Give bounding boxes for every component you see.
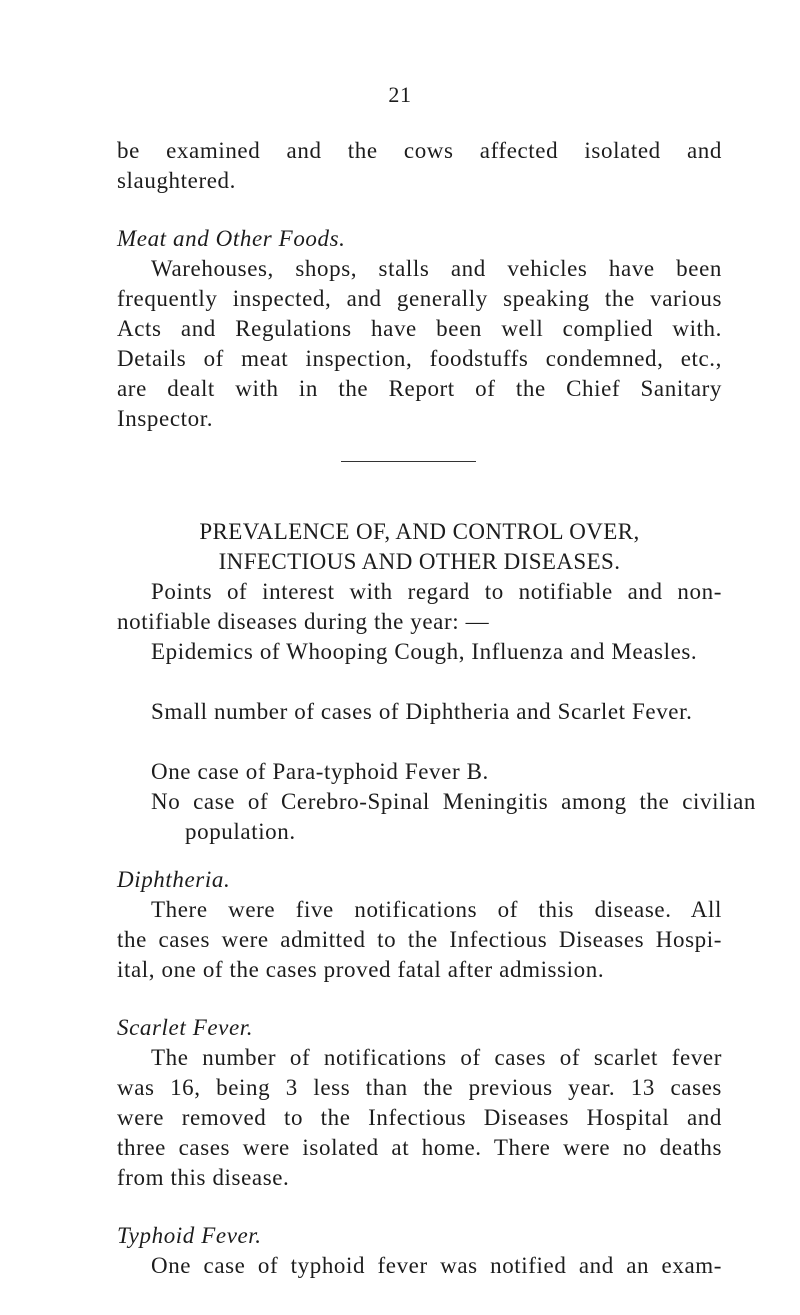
prevalence-intro-line-2: notifiable diseases during the year: — bbox=[117, 609, 490, 634]
prevalence-item-meningitis: No case of Cerebro-Spinal Meningitis among the civilian population. bbox=[151, 789, 756, 844]
prevalence-intro-line-1: Points of interest with regard to notifiable and non- bbox=[151, 579, 722, 604]
diphtheria-line-3: ital, one of the cases proved fatal after admission. bbox=[117, 957, 605, 982]
typhoid-heading: Typhoid Fever. bbox=[117, 1223, 262, 1248]
prevalence-heading-line-1: PREVALENCE OF, AND CONTROL OVER, bbox=[199, 519, 640, 544]
diphtheria-heading: Diphtheria. bbox=[117, 867, 231, 892]
page-number: 21 bbox=[388, 82, 412, 107]
meat-line-6: Inspector. bbox=[117, 406, 214, 431]
meat-line-5: are dealt with in the Report of the Chief Sanitary bbox=[117, 376, 722, 401]
prevalence-item-epidemics: Epidemics of Whooping Cough, Influenza and Measles. bbox=[151, 639, 698, 664]
diphtheria-line-1: There were five notifications of this disease. All bbox=[151, 897, 722, 922]
scarlet-line-2: was 16, being 3 less than the previous year. 13 cases bbox=[117, 1075, 722, 1100]
scarlet-line-5: from this disease. bbox=[117, 1165, 290, 1190]
intro-line-2: slaughtered. bbox=[117, 168, 236, 193]
meat-heading: Meat and Other Foods. bbox=[117, 226, 346, 251]
scarlet-line-3: were removed to the Infectious Diseases Hospital and bbox=[117, 1105, 722, 1130]
scarlet-line-4: three cases were isolated at home. There were no deaths bbox=[117, 1135, 722, 1160]
intro-line-1: be examined and the cows affected isolated and bbox=[117, 138, 722, 163]
section-divider bbox=[341, 461, 476, 462]
typhoid-line-1: One case of typhoid fever was notified and an exam- bbox=[151, 1253, 722, 1278]
prevalence-item-small-number: Small number of cases of Diphtheria and Scarlet Fever. bbox=[151, 699, 693, 724]
prevalence-item-para-typhoid: One case of Para-typhoid Fever B. bbox=[151, 759, 489, 784]
meat-line-1: Warehouses, shops, stalls and vehicles have been bbox=[151, 256, 722, 281]
meat-line-4: Details of meat inspection, foodstuffs condemned, etc., bbox=[117, 346, 722, 371]
diphtheria-line-2: the cases were admitted to the Infectious Diseases Hospi- bbox=[117, 927, 722, 952]
scarlet-line-1: The number of notifications of cases of scarlet fever bbox=[151, 1045, 722, 1070]
prevalence-heading-line-2: INFECTIOUS AND OTHER DISEASES. bbox=[218, 549, 621, 574]
meat-line-3: Acts and Regulations have been well complied with. bbox=[117, 316, 722, 341]
scarlet-heading: Scarlet Fever. bbox=[117, 1015, 254, 1040]
meat-line-2: frequently inspected, and generally speaking the various bbox=[117, 286, 722, 311]
